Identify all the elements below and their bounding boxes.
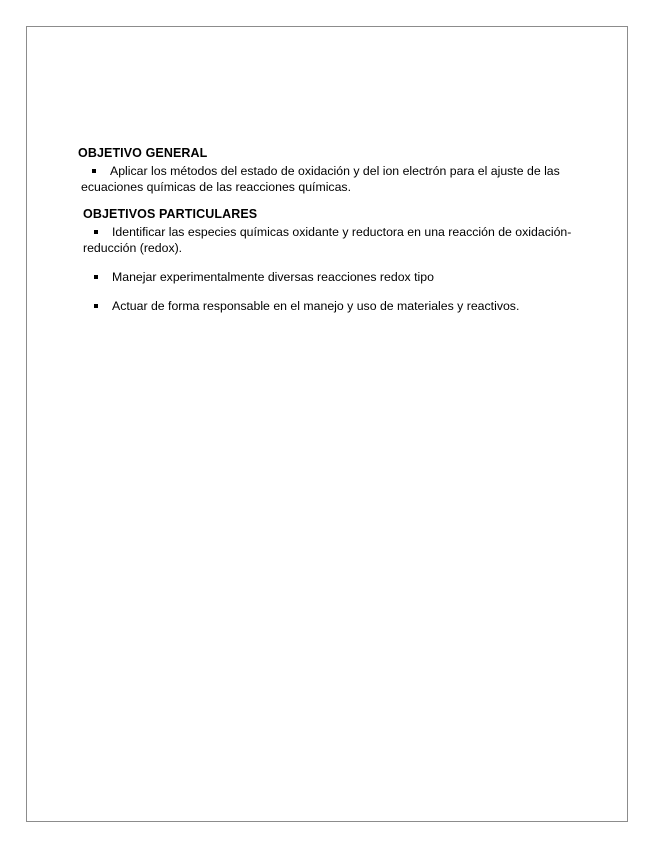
objetivo-particular-item (83, 299, 613, 315)
objetivo-particular-item-text: Manejar experimentalmente diversas reacciones redox tipo (112, 270, 434, 284)
objetivos-particulares-heading: OBJETIVOS PARTICULARES (83, 207, 258, 221)
bullet-icon (94, 230, 98, 234)
bullet-icon (94, 275, 98, 279)
document-page (26, 26, 628, 822)
objetivo-general-item (81, 164, 611, 195)
objetivo-particular-item (83, 270, 603, 286)
objetivo-particular-item-text: Actuar de forma responsable en el manejo y uso de materiales y reactivos. (112, 299, 520, 313)
bullet-icon (92, 169, 96, 173)
objetivo-particular-item (83, 225, 583, 256)
objetivo-particular-item-text: Identificar las especies químicas oxidante y reductora en una reacción de oxidación-reducción (redox). (83, 225, 572, 255)
objetivo-general-item-text: Aplicar los métodos del estado de oxidación y del ion electrón para el ajuste de las ecuaciones químicas de las reacciones químicas. (81, 164, 560, 194)
objetivo-general-heading: OBJETIVO GENERAL (78, 146, 208, 160)
bullet-icon (94, 304, 98, 308)
